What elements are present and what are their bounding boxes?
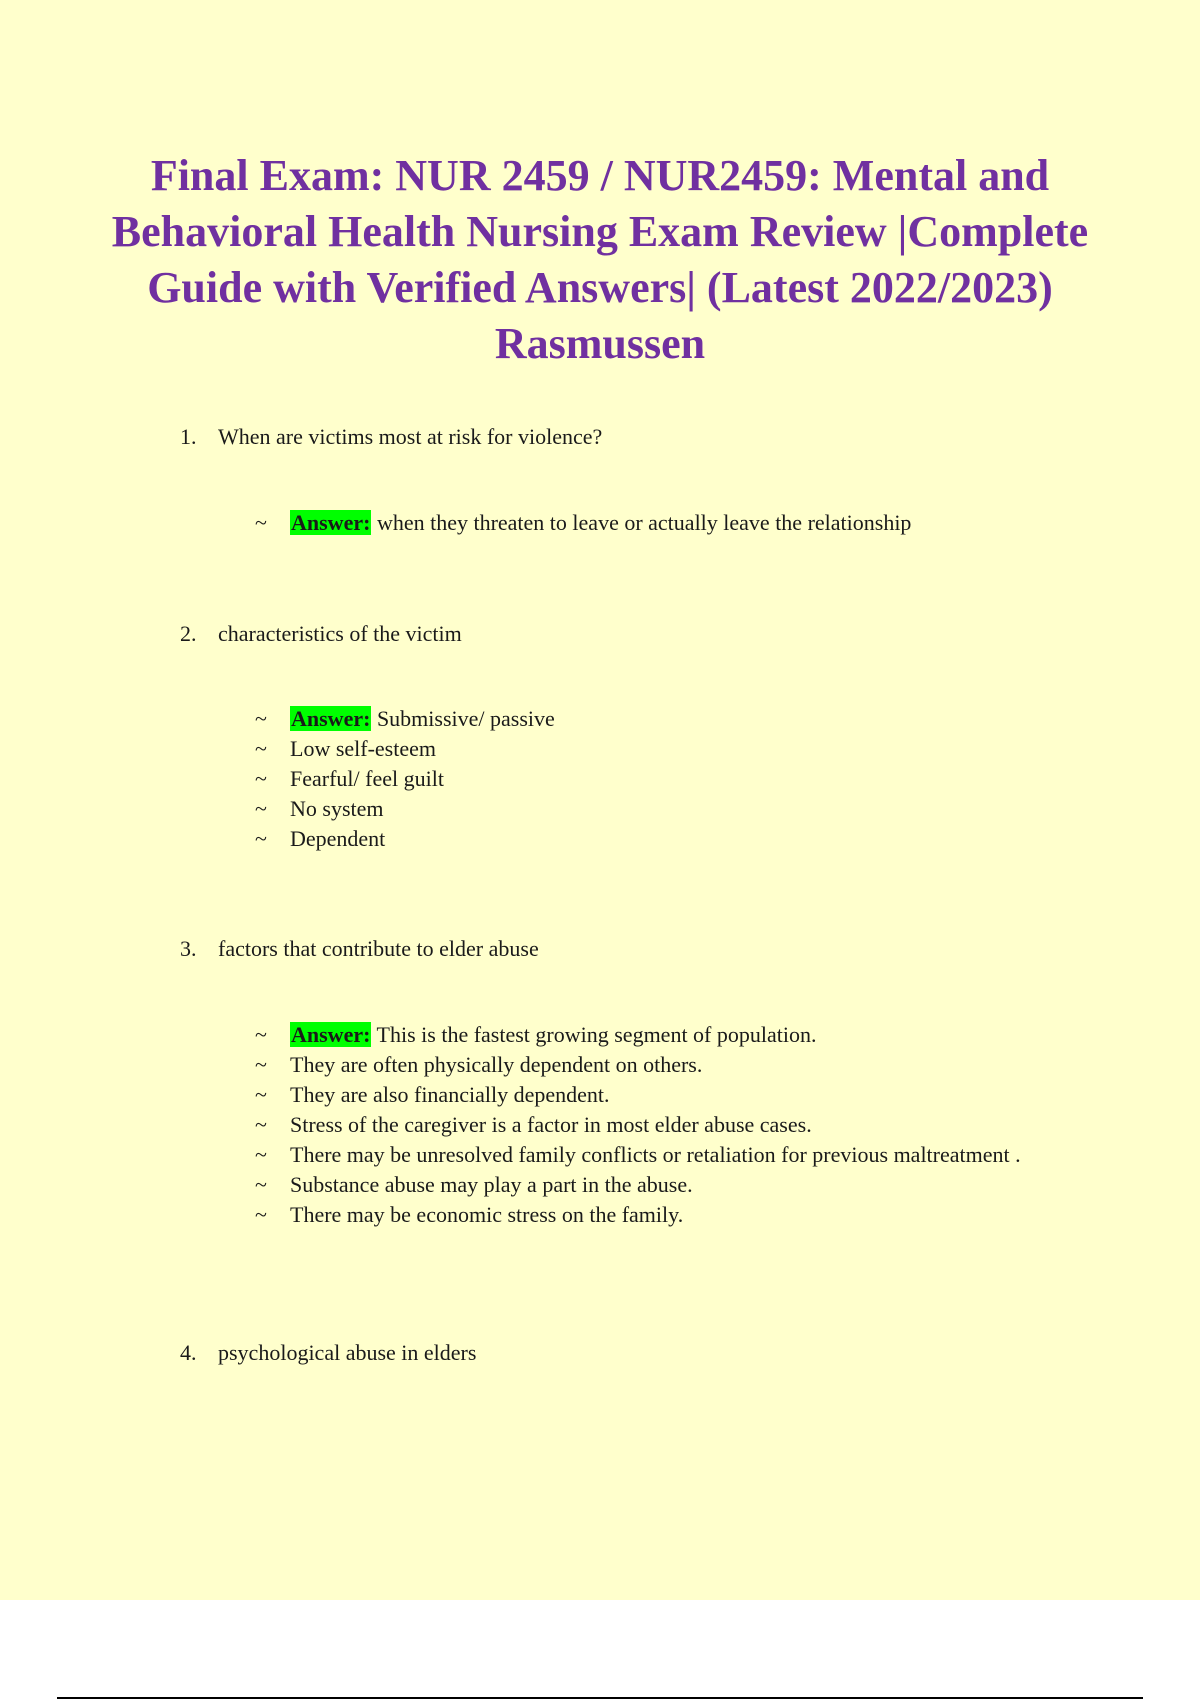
answer-item: [255, 734, 1095, 764]
footer-divider: [57, 1697, 1143, 1699]
tilde-bullet-icon: ~: [255, 796, 267, 821]
tilde-bullet-icon: ~: [255, 1172, 267, 1197]
answer-label: Answer:: [291, 706, 371, 731]
answer-item: [255, 1020, 1095, 1050]
tilde-bullet-icon: ~: [255, 1142, 267, 1167]
answer-text: They are often physically dependent on others.: [290, 1052, 703, 1077]
tilde-bullet-icon: ~: [255, 766, 267, 791]
tilde-bullet-icon: ~: [255, 1082, 267, 1107]
question-number: 1.: [180, 424, 197, 449]
answer-text: Fearful/ feel guilt: [290, 766, 444, 791]
answer-item: [255, 1170, 1095, 1200]
question-2: [180, 620, 462, 648]
answer-item: [255, 1080, 1095, 1110]
answer-item: [255, 764, 1095, 794]
answer-label: Answer:: [291, 510, 371, 535]
answer-item: [255, 794, 1095, 824]
answer-text: Stress of the caregiver is a factor in most elder abuse cases.: [290, 1112, 812, 1137]
answer-text: No system: [290, 796, 384, 821]
answer-text: This is the fastest growing segment of population.: [376, 1022, 817, 1047]
question-text: factors that contribute to elder abuse: [218, 936, 539, 961]
answer-item: [255, 824, 1095, 854]
tilde-bullet-icon: ~: [255, 706, 267, 731]
answer-text: There may be economic stress on the family.: [290, 1202, 684, 1227]
answer-text: They are also financially dependent.: [290, 1082, 610, 1107]
tilde-bullet-icon: ~: [255, 736, 267, 761]
answer-text: Substance abuse may play a part in the abuse.: [290, 1172, 693, 1197]
answer-item: [255, 1110, 1095, 1140]
question-text: psychological abuse in elders: [218, 1340, 477, 1365]
tilde-bullet-icon: ~: [255, 826, 267, 851]
tilde-bullet-icon: ~: [255, 1202, 267, 1227]
page-title: Final Exam: NUR 2459 / NUR2459: Mental and Behavioral Health Nursing Exam Review |Complete Guide with Verified Answers| (Latest 2022/2023) Rasmussen: [111, 151, 1089, 368]
answer-list-2: [255, 704, 1095, 854]
answer-text: Submissive/ passive: [376, 706, 555, 731]
question-1: [180, 423, 602, 451]
answer-label: Answer:: [291, 1022, 371, 1047]
tilde-bullet-icon: ~: [255, 1022, 267, 1047]
question-4: [180, 1339, 476, 1367]
answer-text: when they threaten to leave or actually leave the relationship: [376, 510, 912, 535]
answer-item: [255, 1140, 1095, 1170]
question-3: [180, 935, 539, 963]
answer-item: [255, 1200, 1095, 1230]
tilde-bullet-icon: ~: [255, 510, 267, 535]
question-number: 4.: [180, 1340, 197, 1365]
answer-text: Dependent: [290, 826, 386, 851]
question-text: characteristics of the victim: [218, 621, 462, 646]
question-text: When are victims most at risk for violence?: [218, 424, 603, 449]
answer-list-3: [255, 1020, 1095, 1230]
tilde-bullet-icon: ~: [255, 1052, 267, 1077]
answer-item: [255, 704, 1095, 734]
question-number: 2.: [180, 621, 197, 646]
answer-item: [255, 508, 1095, 538]
tilde-bullet-icon: ~: [255, 1112, 267, 1137]
answer-text: There may be unresolved family conflicts or retaliation for previous maltreatment .: [290, 1142, 1021, 1167]
answer-text: Low self-esteem: [290, 736, 436, 761]
answer-list-1: [255, 508, 1095, 538]
question-number: 3.: [180, 936, 197, 961]
answer-item: [255, 1050, 1095, 1080]
